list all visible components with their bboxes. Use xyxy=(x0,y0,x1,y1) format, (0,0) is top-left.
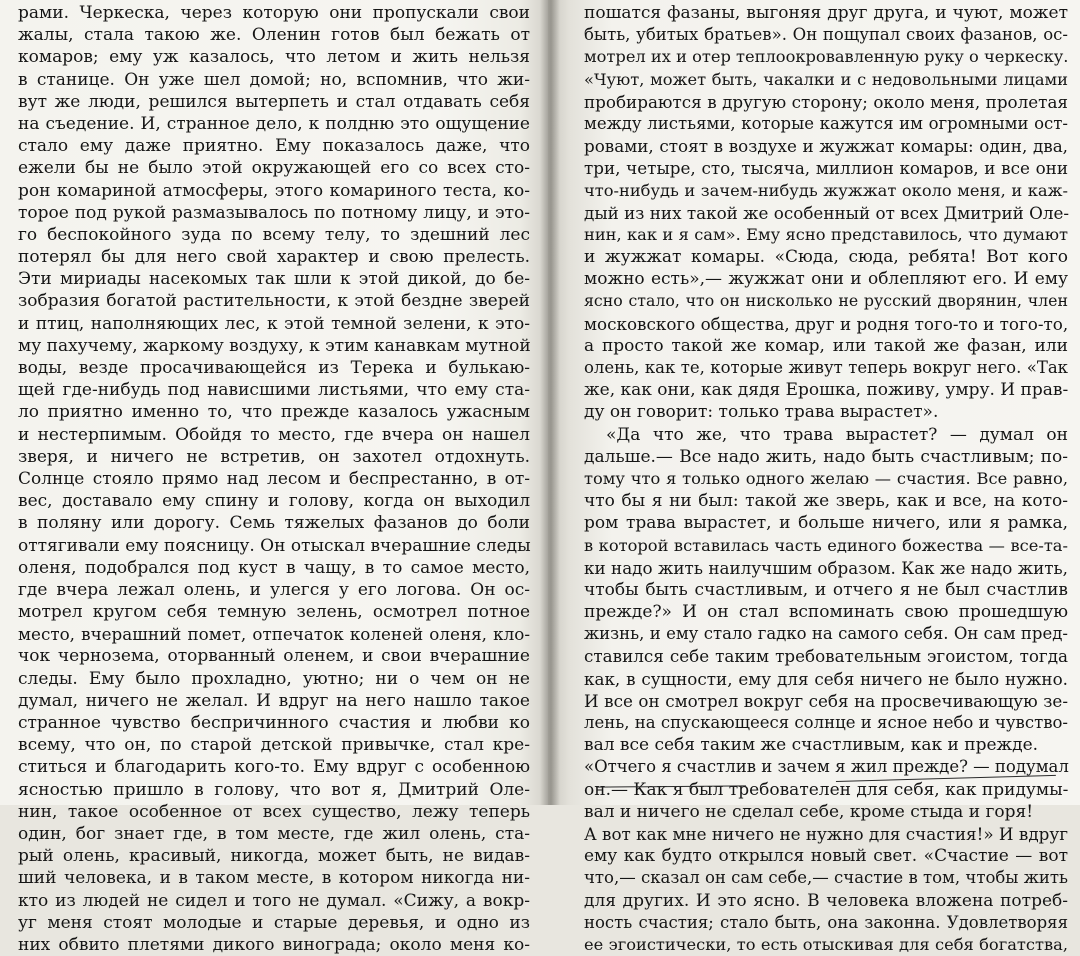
text-line: пробираются в другую сторону; около меня, пролетая xyxy=(584,91,1068,112)
text-line: и птиц, наполняющих лес, к этой темной зелени, к это- xyxy=(18,313,530,334)
text-line: вал и ничего не сделал себе, кроме стыда и горя! xyxy=(584,801,1034,822)
text-line: «Чуют, может быть, чакалки и с недовольными лицами xyxy=(584,69,1068,89)
text-line: место, вчерашний помет, отпечаток коленей оленя, кло- xyxy=(18,624,530,645)
text-line: ность счастия; стало быть, она законна. Удовлетворяя xyxy=(584,912,1068,932)
text-line: чок чернозема, оторванный оленем, и свои вчерашние xyxy=(18,646,530,667)
text-line: комаров; ему уж казалось, что летом и жить нельзя xyxy=(18,47,530,68)
text-line: как, в сущности, ему для себя ничего не было нужно. xyxy=(584,668,1068,689)
text-line: ду он говорит: только трава вырастет». xyxy=(584,402,939,423)
text-line: кто из людей не сидел и того не думал. «Сижу, а вокр- xyxy=(18,890,530,911)
text-line: ясно стало, что он нисколько не русский дворянин, член xyxy=(584,291,1068,311)
text-line: дый из них такой же особенный от всех Дмитрий Оле- xyxy=(584,202,1070,223)
text-line: жалы, стала такою же. Оленин готов был бежать от xyxy=(18,25,530,46)
text-line: московского общества, друг и родня того-то и того-то, xyxy=(584,313,1069,334)
text-line: стало ему даже приятно. Ему показалось даже, что xyxy=(18,136,530,157)
text-line: всему, что он, по старой детской привычке, стал кре- xyxy=(18,735,530,756)
right-page-text xyxy=(584,2,1080,956)
text-line: дальше.— Все надо жить, надо быть счастливым; по- xyxy=(584,446,1068,467)
text-line: ром трава вырастет, и больше ничего, или я рамка, xyxy=(584,513,1068,534)
text-line: нин, такое особенное от всех существо, лежу теперь xyxy=(18,801,530,822)
text-line: Эти мириады насекомых так шли к этой дикой, до бе- xyxy=(18,269,530,290)
text-line: а просто такой же комар, или такой же фазан, или xyxy=(584,335,1068,356)
text-line: же, как они, как дядя Ерошка, поживу, умру. И прав- xyxy=(584,380,1069,401)
text-line: ки надо жить наилучшим образом. Как же надо жить, xyxy=(584,557,1068,578)
text-line: на съедение. И, странное дело, к полдню это ощущение xyxy=(18,113,530,134)
text-line: ровами, стоят в воздухе и жужжат комары: один, два, xyxy=(584,136,1068,157)
text-line: где вчера лежал олень, и улегся у его логова. Он ос- xyxy=(18,579,530,600)
text-line: ло приятно именно то, что прежде казалось ужасным xyxy=(18,402,530,423)
text-line: он.— Как я был требователен для себя, как придумы- xyxy=(584,779,1069,800)
text-line: нин, как и я сам». Ему ясно представилось, что думают xyxy=(584,224,1068,244)
text-line: мотрел кругом себя темную зелень, осмотрел потное xyxy=(18,602,530,623)
text-line: три, четыре, сто, тысяча, миллион комаров, и все они xyxy=(584,158,1068,179)
text-line: ее эгоистически, то есть отыскивая для себя богатства, xyxy=(584,934,1068,954)
text-line: что,— сказал он сам себе,— счастие в том, чтобы жить xyxy=(584,868,1068,888)
text-line: пошатся фазаны, выгоняя друг друга, и чуют, может xyxy=(584,3,1068,23)
text-line: жизнь, и ему стало гадко на самого себя. Он сам пред- xyxy=(584,624,1068,644)
text-line: можно есть»,— жужжат они и облепляют его. И ему xyxy=(584,269,1068,290)
text-line: что бы я ни был: такой же зверь, как и все, на кото- xyxy=(584,491,1068,512)
text-line: странное чувство беспричинного счастия и любви ко xyxy=(18,713,530,733)
text-line: «Да что же, что трава вырастет? — думал он xyxy=(606,424,1068,445)
text-line: и жужжат комары. «Сюда, сюда, ребята! Вот кого xyxy=(584,247,1068,268)
text-line: рый олень, красивый, никогда, может быть, не видав- xyxy=(18,846,530,867)
text-line: быть, убитых братьев». Он пощупал своих фазанов, ос- xyxy=(584,25,1068,45)
text-line: рон комариной атмосферы, этого комариного теста, ко- xyxy=(18,180,530,201)
text-line: в поляну или дорогу. Семь тяжелых фазанов до боли xyxy=(18,513,530,534)
text-line: в которой вставилась часть единого божества — все-та- xyxy=(584,535,1068,555)
text-line: и нестерпимым. Обойдя то место, где вчера он нашел xyxy=(18,424,530,445)
text-line: оттягивали ему поясницу. Он отыскал вчерашние следы xyxy=(18,535,531,556)
text-line: ежели бы не было этой окружающей его со всех сто- xyxy=(18,158,530,179)
text-line: потерял бы для него свой характер и свою прелесть. xyxy=(18,247,530,268)
text-line: для других. И это ясно. В человека вложена потреб- xyxy=(584,890,1068,911)
text-line: рами. Черкеска, через которую они пропускали свои xyxy=(18,3,530,23)
text-line: вес, доставало ему спину и голову, когда он выходил xyxy=(18,491,530,512)
text-line: вут же люди, решился вытерпеть и стал отдавать себя xyxy=(18,91,530,112)
text-line: них обвито плетями дикого винограда; около меня ко- xyxy=(18,934,530,955)
text-line: прежде?» И он стал вспоминать свою прошедшую xyxy=(584,602,1068,623)
text-line: щей где-нибудь под нависшими листьями, что ему ста- xyxy=(18,380,530,401)
right-page xyxy=(548,0,1080,954)
text-line: ему как будто открылся новый свет. «Счастие — вот xyxy=(584,846,1068,867)
text-line: го беспокойного зуда по всему телу, то здешний лес xyxy=(18,224,530,245)
text-line: лень, на спускающееся солнце и ясное небо и чувство- xyxy=(584,713,1068,732)
text-line: между листьями, которые кажутся им огромными ост- xyxy=(584,113,1068,133)
text-line: ститься и благодарить кого-то. Ему вдруг с особенною xyxy=(18,757,530,778)
text-line: ясностью пришло в голову, что вот я, Дмитрий Оле- xyxy=(18,779,530,800)
text-line: чтобы быть счастливым, и отчего я не был счастлив xyxy=(584,579,1068,600)
text-line: торое под рукой размазывалось по потному лицу, и это- xyxy=(18,202,530,223)
text-line: думал, ничего не желал. И вдруг на него нашло такое xyxy=(18,690,530,711)
text-line: «Отчего я счастлив и зачем я жил прежде? — подумал xyxy=(584,757,1069,777)
text-line: вал все себя таким же счастливым, как и прежде. xyxy=(584,735,1039,756)
text-line: И все он смотрел вокруг себя на просвечивающую зе- xyxy=(584,690,1068,711)
text-line: му пахучему, жаркому воздуху, к этим канавкам мутной xyxy=(18,335,531,356)
text-line: следы. Ему было прохладно, уютно; ни о чем он не xyxy=(18,668,530,689)
text-line: воды, везде просачивающейся из Терека и булькаю- xyxy=(18,358,530,378)
text-line: А вот как мне ничего не нужно для счастия!» И вдруг xyxy=(584,823,1068,844)
text-line: зобразия богатой растительности, к этой бездне зверей xyxy=(18,291,530,312)
text-line: что-нибудь и зачем-нибудь жужжат около меня, и каж- xyxy=(584,180,1068,200)
text-line: в станице. Он уже шел домой; но, вспомнив, что жи- xyxy=(18,69,530,90)
text-line: ший человека, и в таком месте, в котором никогда ни- xyxy=(18,868,530,889)
text-line: оленя, подобрался под куст в чащу, в то самое место, xyxy=(18,557,530,578)
text-line: ставился себе таким требовательным эгоистом, тогда xyxy=(584,646,1068,667)
text-line: зверя, и ничего не встретив, он захотел отдохнуть. xyxy=(18,446,530,467)
text-line: Солнце стояло прямо над лесом и беспрестанно, в от- xyxy=(18,468,530,489)
text-line: тому что я только одного желаю — счастия. Все равно, xyxy=(584,468,1068,488)
text-line: уг меня стоят молодые и старые деревья, и одно из xyxy=(18,912,530,933)
text-line: мотрел их и отер теплоокровавленную руку о черкеску. xyxy=(584,47,1069,67)
text-line: олень, как те, которые живут теперь вокруг него. «Так xyxy=(584,358,1068,377)
text-line: один, бог знает где, в том месте, где жил олень, ста- xyxy=(18,823,530,844)
left-page-text xyxy=(18,2,548,956)
